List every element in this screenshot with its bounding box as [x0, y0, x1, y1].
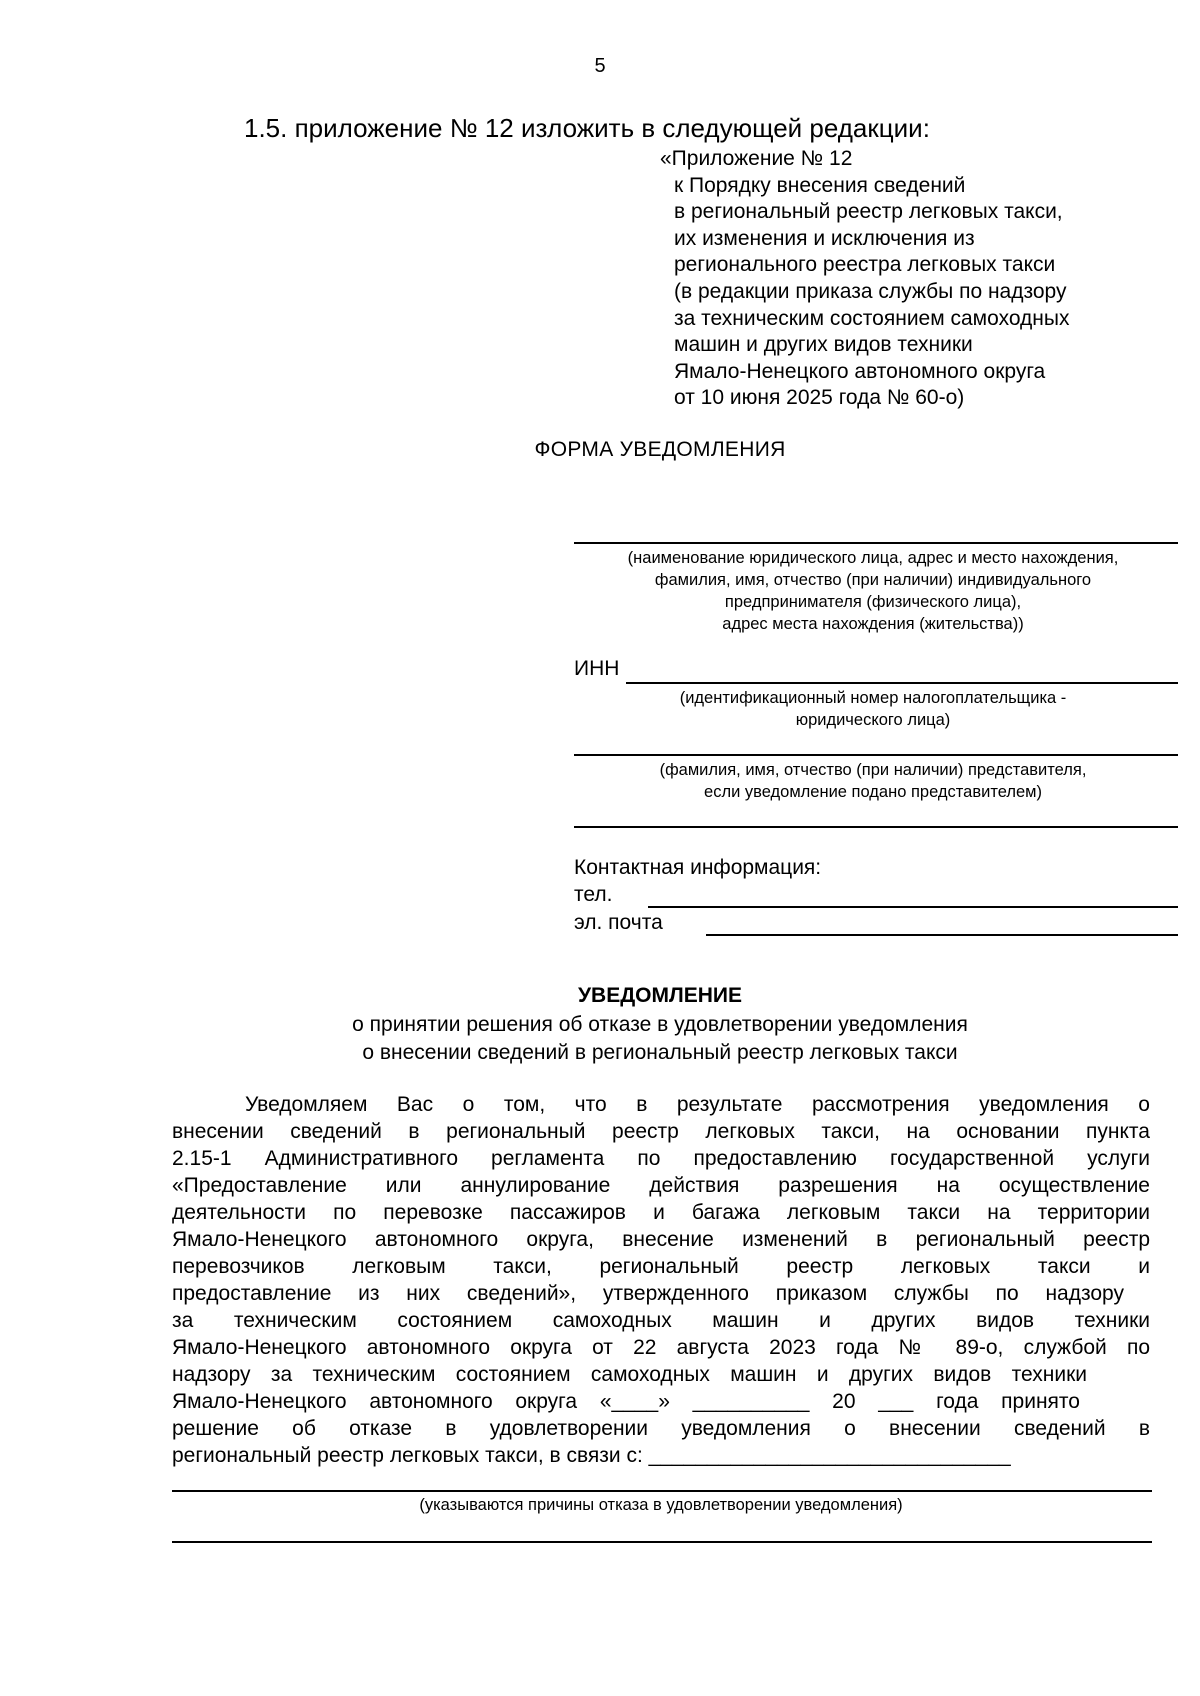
reason-line-2	[172, 1541, 1152, 1543]
body-line: 2.15-1 Административного регламента по предоставлению государственной услуги	[172, 1147, 1150, 1170]
caption-line: (наименование юридического лица, адрес и место нахождения,	[627, 549, 1119, 567]
body-line: Ямало-Ненецкого автономного округа, внесение изменений в региональный реестр	[172, 1228, 1150, 1251]
body-line: за техническим состоянием самоходных машин и других видов техники	[172, 1309, 1150, 1332]
representative-caption	[566, 759, 1180, 803]
appendix-header	[660, 146, 1070, 412]
blank-line	[574, 826, 1178, 828]
caption-line: адрес места нахождения (жительства))	[722, 615, 1024, 633]
body-line: решение об отказе в удовлетворении уведомления о внесении сведений в	[172, 1417, 1150, 1440]
caption-line: предпринимателя (физического лица),	[724, 593, 1022, 611]
email-line	[706, 934, 1178, 936]
caption-line: фамилия, имя, отчество (при наличии) индивидуального	[654, 571, 1092, 589]
notice-subtitle: о внесении сведений в региональный реестр легковых такси	[362, 1041, 958, 1064]
caption-line: юридического лица)	[795, 711, 951, 729]
body-line: надзору за техническим состоянием самоходных машин и других видов техники	[172, 1363, 1087, 1386]
appendix-line: «Приложение № 12	[660, 147, 853, 170]
recipient-name-line	[574, 542, 1178, 544]
appendix-line: за техническим состоянием самоходных	[674, 306, 1070, 330]
caption-line: (идентификационный номер налогоплательщика -	[679, 689, 1067, 707]
inn-label: ИНН	[574, 657, 620, 680]
appendix-line: машин и других видов техники	[674, 333, 973, 357]
phone-label: тел.	[574, 883, 613, 906]
appendix-line: (в редакции приказа службы по надзору	[674, 279, 1067, 303]
body-line: «Предоставление или аннулирование действия разрешения на осуществление	[172, 1174, 1150, 1197]
representative-line	[574, 754, 1178, 756]
appendix-line: от 10 июня 2025 года № 60-о)	[674, 386, 965, 410]
body-line: внесении сведений в региональный реестр легковых такси, на основании пункта	[172, 1120, 1150, 1143]
contact-label: Контактная информация:	[574, 856, 822, 879]
page-number: 5	[594, 55, 606, 77]
phone-line	[648, 906, 1178, 908]
body-line: Ямало-Ненецкого автономного округа «____» __________ 20 ___ года принято	[172, 1390, 1080, 1413]
recipient-name-caption	[566, 547, 1180, 635]
reason-caption: (указываются причины отказа в удовлетворении уведомления)	[419, 1496, 903, 1514]
reason-line	[172, 1490, 1152, 1492]
body-line: деятельности по перевозке пассажиров и багажа легковым такси на территории	[172, 1201, 1150, 1224]
caption-line: если уведомление подано представителем)	[704, 783, 1042, 801]
caption-line: (фамилия, имя, отчество (при наличии) представителя,	[659, 761, 1087, 779]
appendix-line: Ямало-Ненецкого автономного округа	[674, 359, 1046, 383]
appendix-line: их изменения и исключения из	[674, 226, 975, 250]
inn-line	[626, 682, 1178, 684]
inn-caption	[566, 687, 1180, 731]
amendment-heading: 1.5. приложение № 12 изложить в следующей редакции:	[244, 113, 930, 143]
email-label: эл. почта	[574, 911, 663, 934]
body-line: региональный реестр легковых такси, в связи с: _______________________________	[172, 1444, 1011, 1467]
body-line: Уведомляем Вас о том, что в результате рассмотрения уведомления о	[245, 1093, 1150, 1116]
body-line: Ямало-Ненецкого автономного округа от 22 августа 2023 года № 89-о, службой по	[172, 1336, 1150, 1359]
form-title: ФОРМА УВЕДОМЛЕНИЯ	[534, 438, 786, 461]
notice-subtitle: о принятии решения об отказе в удовлетворении уведомления	[352, 1013, 968, 1036]
body-line: перевозчиков легковым такси, региональный реестр легковых такси и	[172, 1255, 1150, 1278]
body-line: предоставление из них сведений», утвержденного приказом службы по надзору	[172, 1282, 1124, 1305]
appendix-line: регионального реестра легковых такси	[674, 253, 1056, 277]
appendix-line: в региональный реестр легковых такси,	[674, 200, 1063, 224]
appendix-line: к Порядку внесения сведений	[674, 173, 966, 197]
notice-title: УВЕДОМЛЕНИЕ	[577, 984, 743, 1007]
